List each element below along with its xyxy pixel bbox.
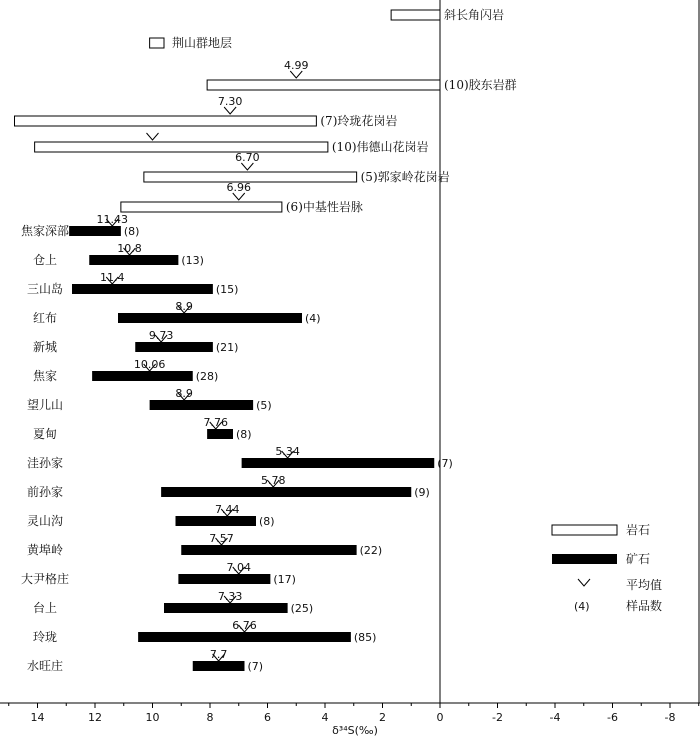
mean-marker xyxy=(233,193,245,200)
x-tick-label: 6 xyxy=(264,711,271,724)
deposit-name: 玲珑 xyxy=(32,630,58,644)
rock-label xyxy=(286,199,363,214)
deposit-name: 仓上 xyxy=(32,253,58,267)
sample-count: (17) xyxy=(273,573,296,586)
sample-count: (8) xyxy=(259,515,275,528)
ore-bar xyxy=(242,458,435,468)
ore-bar xyxy=(181,545,356,555)
x-tick-label: 0 xyxy=(436,711,444,724)
sample-count: (28) xyxy=(195,370,219,383)
legend-mean-marker xyxy=(578,579,590,586)
deposit-name: 焦家 xyxy=(32,369,58,383)
sample-count: (10) xyxy=(444,78,469,92)
ore-bar xyxy=(207,429,233,439)
x-tick-label: 8 xyxy=(206,711,214,724)
mean-value-label: 6.76 xyxy=(232,619,257,632)
rock-bar xyxy=(15,116,317,126)
sample-count: (7) xyxy=(320,114,338,128)
rock-label xyxy=(361,169,450,184)
rock-bar xyxy=(35,142,328,152)
mean-marker xyxy=(241,163,253,170)
rock-label xyxy=(444,7,504,22)
mean-value-label: 5.78 xyxy=(261,474,286,487)
x-tick-label: 12 xyxy=(88,711,102,724)
legend-count-symbol: (4) xyxy=(574,600,590,613)
deposit-name: 大尹格庄 xyxy=(20,572,70,586)
x-axis-label: δ³⁴S(‰) xyxy=(332,724,378,737)
mean-value-label: 9.73 xyxy=(148,329,174,342)
mean-value-label: 7.57 xyxy=(209,532,234,545)
ore-bar xyxy=(178,574,270,584)
x-tick-label: 2 xyxy=(379,711,386,724)
mean-value-label: 7.04 xyxy=(226,561,251,574)
mean-value-label: 8.9 xyxy=(175,300,193,313)
sample-count: (10) xyxy=(331,140,357,154)
rock-bar xyxy=(207,80,440,90)
ore-bar xyxy=(118,313,302,323)
mean-value-label: 10.8 xyxy=(117,242,142,255)
ore-bar xyxy=(92,371,193,381)
legend-count-label: 样品数 xyxy=(626,599,663,613)
deposit-name: 夏甸 xyxy=(32,427,58,441)
rock-name: 中基性岩脉 xyxy=(302,200,363,214)
sample-count: (85) xyxy=(353,631,377,644)
deposit-name: 灵山沟 xyxy=(26,514,64,528)
x-tick-label: -4 xyxy=(549,711,561,724)
mean-value-label: 8.9 xyxy=(175,387,193,400)
mean-value-label: 4.99 xyxy=(284,59,309,72)
sample-count: (9) xyxy=(414,486,430,499)
mean-value-label: 7.30 xyxy=(217,95,243,108)
rows xyxy=(15,7,517,673)
ore-bar xyxy=(164,603,288,613)
deposit-name: 焦家深部 xyxy=(20,224,70,238)
mean-value-label: 6.70 xyxy=(235,151,260,164)
sample-count: (5) xyxy=(256,399,272,412)
sample-count: (8) xyxy=(123,225,140,238)
mean-value-label: 11.4 xyxy=(100,271,125,284)
sample-count: (5) xyxy=(360,170,378,184)
deposit-name: 洼孙家 xyxy=(26,456,64,470)
ore-bar xyxy=(135,342,213,352)
x-tick-label: -8 xyxy=(664,711,676,724)
rock-label xyxy=(444,77,517,92)
legend-ore-label: 矿石 xyxy=(626,552,651,566)
legend-rock-label: 岩石 xyxy=(626,523,651,537)
deposit-name: 前孙家 xyxy=(26,485,64,499)
mean-marker xyxy=(290,71,302,78)
ore-bar xyxy=(69,226,121,236)
ore-bar xyxy=(176,516,257,526)
rock-name: 郭家岭花岗岩 xyxy=(377,170,450,184)
ore-bar xyxy=(89,255,178,265)
sample-count: (13) xyxy=(181,254,204,267)
rock-name: 玲珑花岗岩 xyxy=(337,114,398,128)
ore-bar xyxy=(161,487,411,497)
ore-bar xyxy=(193,661,245,671)
deposit-name: 水旺庄 xyxy=(26,659,64,673)
sample-count: (7) xyxy=(247,660,264,673)
sample-count: (25) xyxy=(290,602,314,615)
rock-label xyxy=(172,35,232,50)
mean-value-label: 7.33 xyxy=(217,590,243,603)
deposit-name: 红布 xyxy=(32,311,58,325)
rock-label xyxy=(320,113,397,128)
x-tick-label: -2 xyxy=(492,711,503,724)
ore-bar xyxy=(138,632,351,642)
rock-label xyxy=(332,139,429,154)
rock-bar xyxy=(121,202,282,212)
ore-bar xyxy=(72,284,213,294)
sample-count: (4) xyxy=(305,312,321,325)
rock-name: 荆山群地层 xyxy=(172,36,233,50)
mean-value-label: 7.76 xyxy=(203,416,228,429)
sample-count: (22) xyxy=(359,544,383,557)
mean-marker xyxy=(224,107,236,114)
rock-name: 斜长角闪岩 xyxy=(444,8,505,22)
mean-value-label: 6.96 xyxy=(226,181,251,194)
mean-marker xyxy=(147,133,159,140)
deposit-name: 新城 xyxy=(32,340,58,354)
sample-count: (6) xyxy=(285,200,303,214)
mean-value-label: 7.7 xyxy=(209,648,228,661)
x-tick-label: 14 xyxy=(30,711,45,724)
legend-rock-swatch xyxy=(552,525,617,535)
deposit-name: 台上 xyxy=(32,601,58,615)
deposit-name: 黄埠岭 xyxy=(26,543,64,557)
legend-mean-label: 平均值 xyxy=(626,578,663,592)
x-tick-label: -6 xyxy=(607,711,618,724)
sample-count: (15) xyxy=(215,283,239,296)
mean-value-label: 11.43 xyxy=(96,213,128,226)
mean-value-label: 7.44 xyxy=(215,503,240,516)
legend xyxy=(552,522,662,613)
legend-ore-swatch xyxy=(552,554,617,564)
deposit-name: 三山岛 xyxy=(26,282,64,296)
rock-bar xyxy=(391,10,440,20)
sample-count: (8) xyxy=(236,428,252,441)
deposit-name: 望儿山 xyxy=(26,398,64,412)
rock-name: 胶东岩群 xyxy=(468,78,517,92)
x-tick-label: 10 xyxy=(145,711,160,724)
x-tick-label: 4 xyxy=(321,711,329,724)
rock-name: 伟德山花岗岩 xyxy=(356,140,429,154)
sample-count: (7) xyxy=(437,457,453,470)
mean-value-label: 10.06 xyxy=(133,358,166,371)
ore-bar xyxy=(150,400,254,410)
rock-bar xyxy=(150,38,164,48)
mean-value-label: 5.34 xyxy=(275,445,300,458)
sample-count: (21) xyxy=(215,341,239,354)
